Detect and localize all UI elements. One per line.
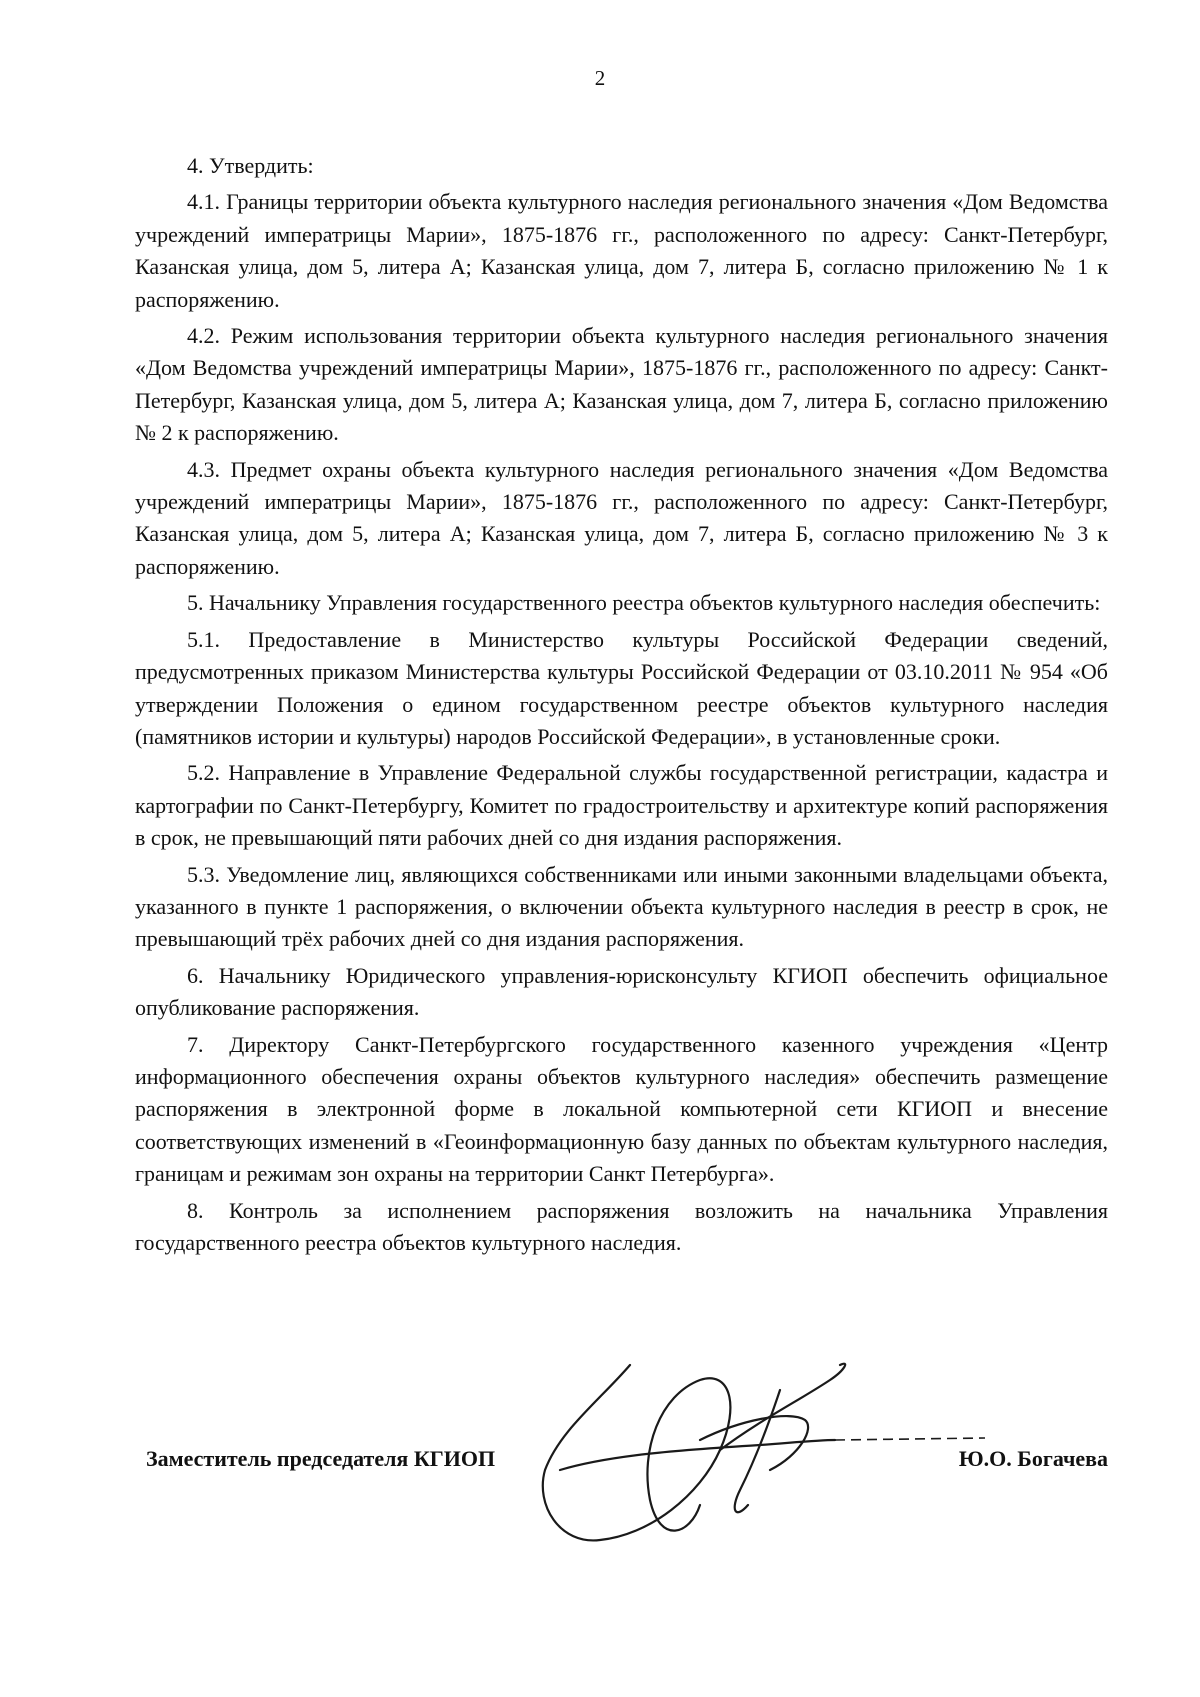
paragraph-6: 6. Начальнику Юридического управления-юрисконсульту КГИОП обеспечить официальное опубликование распоряжения. bbox=[135, 962, 1108, 1021]
document-body bbox=[135, 150, 1108, 1263]
paragraph-8: 8. Контроль за исполнением распоряжения возложить на начальника Управления государственного реестра объектов культурного наследия. bbox=[135, 1197, 1108, 1255]
signature-block bbox=[146, 1446, 1108, 1486]
paragraph-4-1: 4.1. Границы территории объекта культурного наследия регионального значения «Дом Ведомства учреждений императрицы Марии», 1875-1876 гг., расположенного по адресу: Санкт-Петербург, Казанская улица, дом 5, литера А; Казанская улица, дом 7, литера Б, согласно приложению № 1 к распоряжению. bbox=[135, 189, 1108, 312]
signatory-name: Ю.О. Богачева bbox=[958, 1446, 1108, 1471]
paragraph-5-3: 5.3. Уведомление лиц, являющихся собственниками или иными законными владельцами объекта, указанного в пункте 1 распоряжения, о включении объекта культурного наследия в реестр в срок, не превышающий трёх рабочих дней со дня издания распоряжения. bbox=[135, 861, 1108, 952]
signatory-title: Заместитель председателя КГИОП bbox=[146, 1446, 496, 1471]
paragraph-5: 5. Начальнику Управления государственного реестра объектов культурного наследия обеспечить: bbox=[187, 590, 1101, 616]
paragraph-4-2: 4.2. Режим использования территории объекта культурного наследия регионального значения «Дом Ведомства учреждений императрицы Марии», 1875-1876 гг., расположенного по адресу: Санкт-Петербург, Казанская улица, дом 5, литера А; Казанская улица, дом 7, литера Б, согласно приложению № 2 к распоряжению. bbox=[135, 323, 1108, 446]
paragraph-5-1: 5.1. Предоставление в Министерство культуры Российской Федерации сведений, предусмотренных приказом Министерства культуры Российской Федерации от 03.10.2011 № 954 «Об утверждении Положения о едином государственном реестре объектов культурного наследия (памятников истории и культуры) народов Российской Федерации», в установленные сроки. bbox=[135, 626, 1108, 749]
paragraph-7: 7. Директору Санкт-Петербургского государственного казенного учреждения «Центр информационного обеспечения охраны объектов культурного наследия» обеспечить размещение распоряжения в электронной форме в локальной компьютерной сети КГИОП и внесение соответствующих изменений в «Геоинформационную базу данных по объектам культурного наследия, границам и режимам зон охраны на территории Санкт Петербурга». bbox=[135, 1031, 1108, 1187]
paragraph-4: 4. Утвердить: bbox=[187, 153, 314, 178]
paragraph-5-2: 5.2. Направление в Управление Федеральной службы государственной регистрации, кадастра и картографии по Санкт-Петербургу, Комитет по градостроительству и архитектуре копий распоряжения в срок, не превышающий пяти рабочих дней со дня издания распоряжения. bbox=[135, 760, 1108, 851]
paragraph-4-3: 4.3. Предмет охраны объекта культурного наследия регионального значения «Дом Ведомства учреждений императрицы Марии», 1875-1876 гг., расположенного по адресу: Санкт-Петербург, Казанская улица, дом 5, литера А; Казанская улица, дом 7, литера Б, согласно приложению № 3 к распоряжению. bbox=[135, 456, 1108, 579]
page-number: 2 bbox=[594, 66, 606, 90]
